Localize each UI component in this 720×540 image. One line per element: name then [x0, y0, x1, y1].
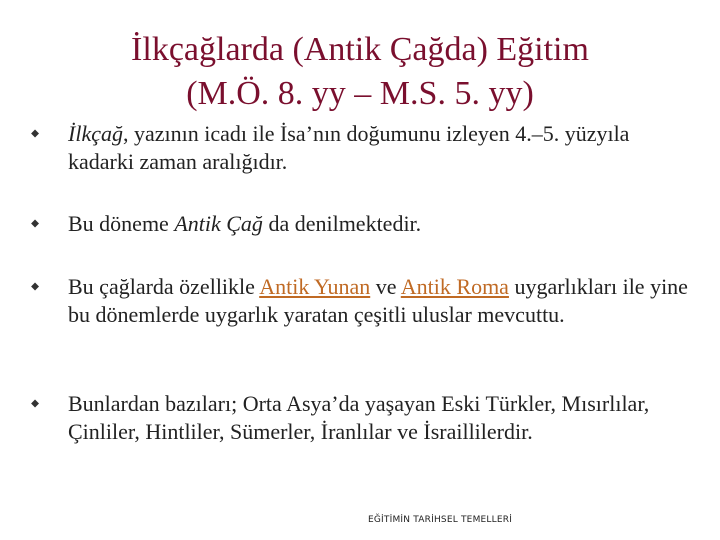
bullet-marker-icon: ⯁	[30, 281, 40, 294]
bullet-text-3: Bu çağlarda özellikle Antik Yunan ve Antik Roma uygarlıkları ile yine bu dönemlerde uygarlık yaratan çeşitli uluslar mevcuttu.	[68, 274, 688, 327]
bullet-text-1: İlkçağ, yazının icadı ile İsa’nın doğumunu izleyen 4.–5. yüzyıla kadarki zaman aralığıdır.	[68, 121, 630, 174]
footer-text: EĞİTİMİN TARİHSEL TEMELLERİ	[368, 515, 513, 525]
title-line-1: İlkçağlarda (Antik Çağda) Eğitim	[131, 31, 589, 68]
bullet-text-4: Bunlardan bazıları; Orta Asya’da yaşayan Eski Türkler, Mısırlılar, Çinliler, Hintliler, Sümerler, İranlılar ve İsraillilerdir.	[68, 391, 650, 444]
term-antik-cag: Antik Çağ	[174, 211, 263, 236]
term-ilkcag: İlkçağ	[68, 121, 123, 146]
bullet-text-2: Bu döneme Antik Çağ da denilmektedir.	[68, 211, 422, 236]
bullet-marker-icon: ⯁	[30, 218, 40, 231]
link-antik-roma[interactable]: Antik Roma	[400, 274, 509, 299]
bullet-marker-icon: ⯁	[30, 128, 40, 141]
slide-title	[0, 28, 720, 116]
bullet-marker-icon: ⯁	[30, 398, 40, 411]
title-line-2: (M.Ö. 8. yy – M.S. 5. yy)	[186, 75, 534, 112]
link-antik-yunan[interactable]: Antik Yunan	[259, 274, 371, 299]
